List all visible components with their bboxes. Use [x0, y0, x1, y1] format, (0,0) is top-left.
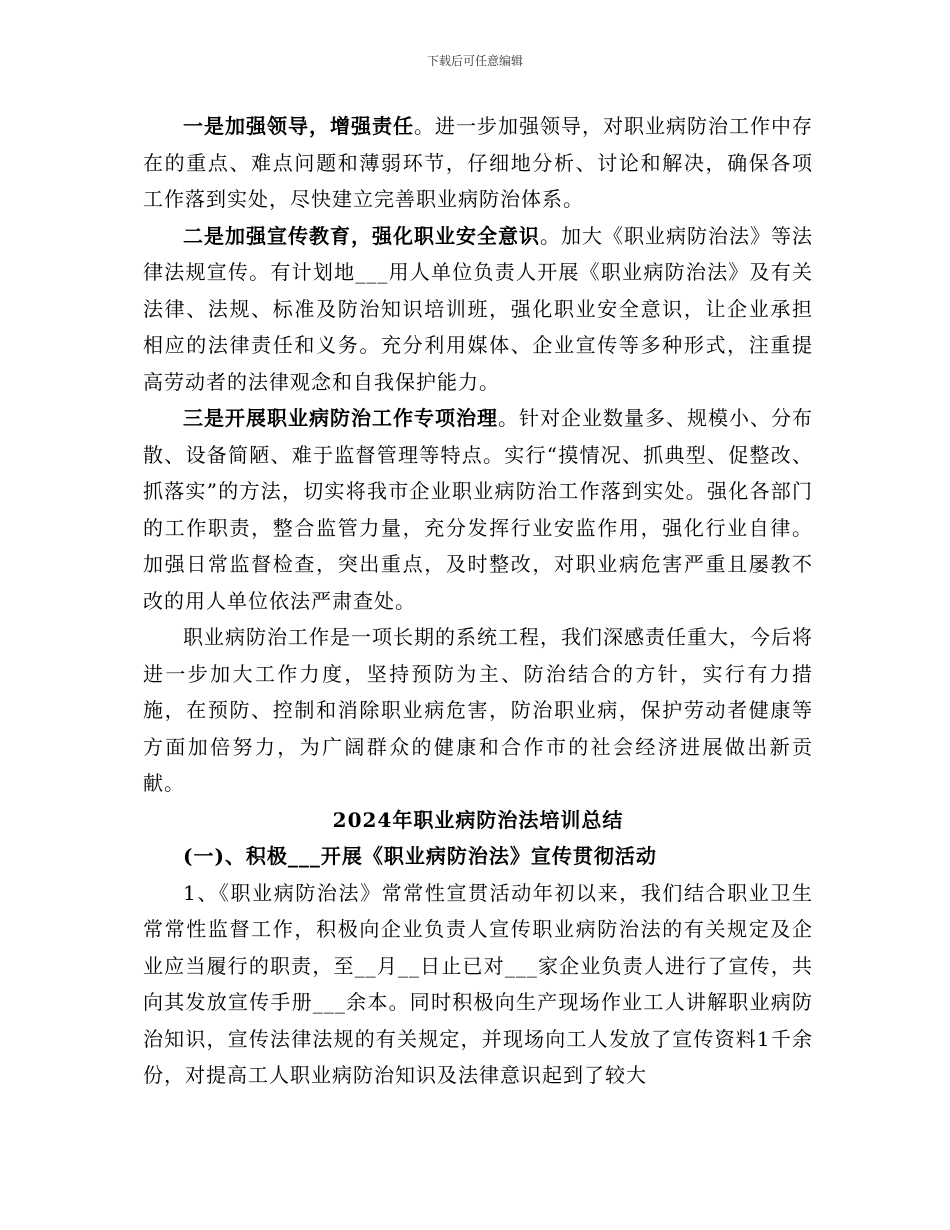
subsection-title: (一)、积极___开展《职业病防治法》宣传贯彻活动 [183, 844, 657, 868]
section-title: 2024年职业病防治法培训总结 [332, 807, 624, 832]
paragraph-lead: 二是加强宣传教育，强化职业安全意识 [183, 223, 540, 248]
paragraph-lead: 三是开展职业病防治工作专项治理 [183, 406, 498, 430]
paragraph-3 [143, 400, 813, 619]
paragraph-text: 。进一步加强领导，对职业病防治工作中存在的重点、难点问题和薄弱环节，仔细地分析、讨论和解决，确保各项工作落到实处，尽快建立完善职业病防治体系。 [143, 114, 813, 211]
paragraph-1 [143, 108, 813, 218]
paragraph-5: 1、《职业病防治法》常常性宣贯活动年初以来，我们结合职业卫生常常性监督工作，积极向企业负责人宣传职业病防治法的有关规定及企业应当履行的职责，至__月__日止已对___家企业负责人进行了宣传，共向其发放宣传手册___余本。同时积极向生产现场作业工人讲解职业病防治知识，宣传法律法规的有关规定，并现场向工人发放了宣传资料1千余份，对提高工人职业病防治知识及法律意识起到了较大 [143, 880, 813, 1087]
paragraph-text: 。加大《职业病防治法》等法律法规宣传。有计划地___用人单位负责人开展《职业病防治法》及有关法律、法规、标准及防治知识培训班，强化职业安全意识，让企业承担相应的法律责任和义务。充分利用媒体、企业宣传等多种形式，注重提高劳动者的法律观念和自我保护能力。 [143, 223, 813, 394]
page-header: 下载后可任意编辑 [426, 54, 523, 68]
paragraph-4 [143, 619, 813, 802]
paragraph-text: 。针对企业数量多、规模小、分布散、设备简陋、难于监督管理等特点。实行“摸情况、抓典型、促整改、抓落实”的方法，切实将我市企业职业病防治工作落到实处。强化各部门的工作职责，整合监管力量，充分发挥行业安监作用，强化行业自律。加强日常监督检查，突出重点，及时整改，对职业病危害严重且屡教不改的用人单位依法严肃查处。 [143, 406, 813, 613]
paragraph-text: 职业病防治工作是一项长期的系统工程，我们深感责任重大，今后将进一步加大工作力度，坚持预防为主、防治结合的方针，实行有力措施，在预防、控制和消除职业病危害，防治职业病，保护劳动者健康等方面加倍努力，为广阔群众的健康和合作市的社会经济进展做出新贡献。 [143, 625, 813, 795]
paragraph-lead: 一是加强领导，增强责任 [183, 114, 414, 138]
paragraph-2 [143, 218, 813, 401]
document-body [143, 108, 813, 1094]
